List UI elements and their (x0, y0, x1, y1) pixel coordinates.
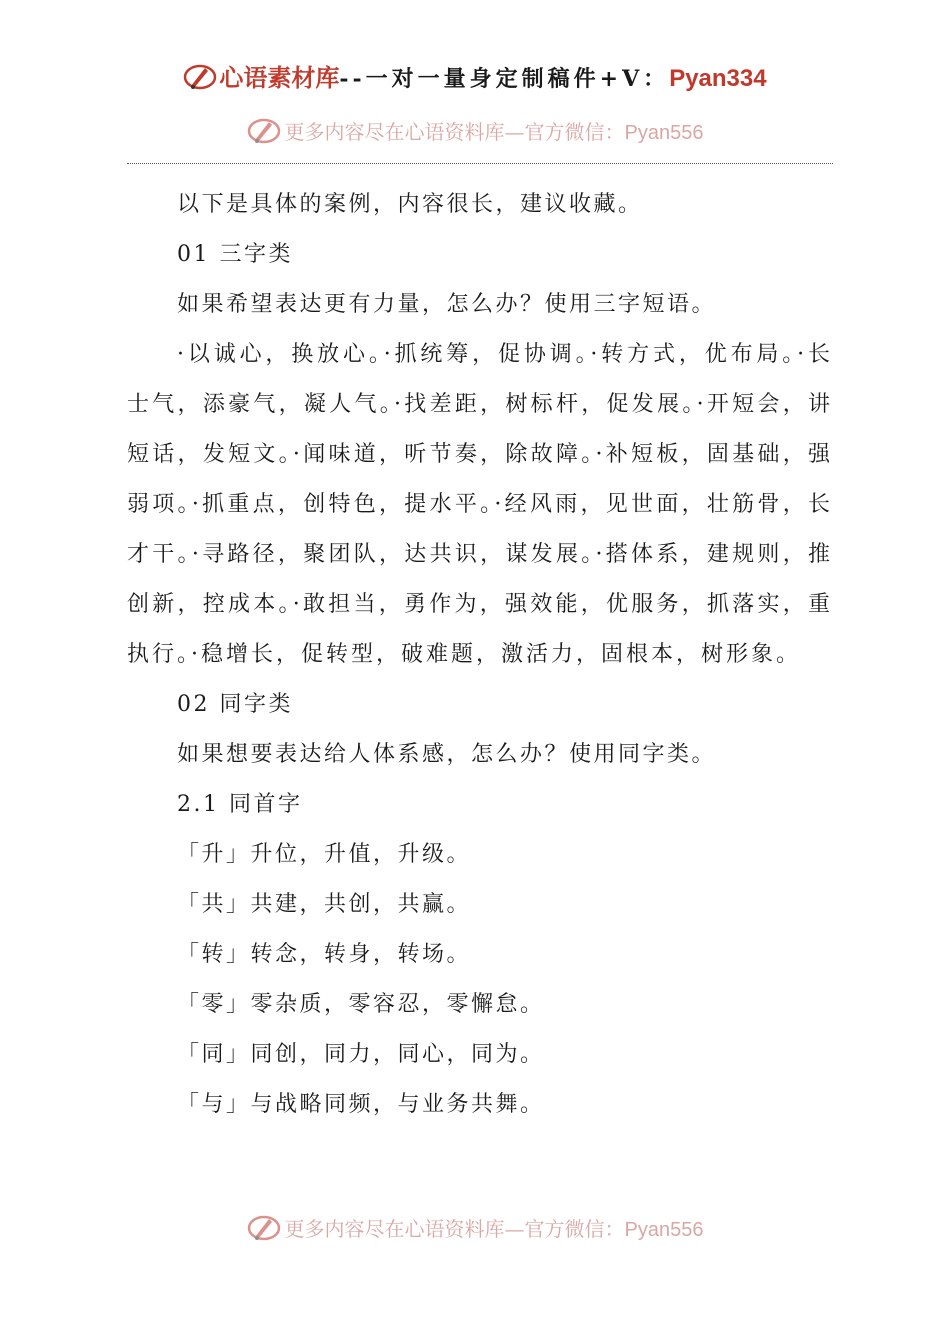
pen-logo-icon (247, 116, 281, 151)
list-item: 「共」共建，共创，共赢。 (177, 892, 472, 917)
watermark-wechat: Pyan556 (624, 1219, 704, 1241)
paragraph-01-intro: 如果希望表达更有力量，怎么办？使用三字短语。 (177, 292, 717, 317)
watermark-official: 官方微信： (524, 120, 625, 144)
pen-logo-icon (247, 1213, 281, 1248)
list-item: 「同」同创，同力，同心，同为。 (177, 1042, 545, 1067)
list-item: 「零」零杂质，零容忍，零懈怠。 (177, 992, 545, 1017)
paragraph-02-intro: 如果想要表达给人体系感，怎么办？使用同字类。 (177, 742, 717, 767)
header-brand: 心语素材库 (219, 63, 340, 92)
section-heading-01: 01 三字类 (177, 242, 293, 267)
page-header (0, 58, 950, 98)
watermark-bottom (0, 1213, 950, 1248)
header-separator: -- (339, 66, 366, 92)
document-body (127, 180, 833, 1130)
watermark-dash: — (504, 1217, 525, 1241)
header-contact: +V： (599, 66, 670, 92)
section-heading-02: 02 同字类 (177, 692, 293, 717)
watermark-wechat: Pyan556 (624, 122, 704, 144)
list-item: 「与」与战略同频，与业务共舞。 (177, 1092, 545, 1117)
pen-logo-icon (183, 62, 217, 98)
watermark-dash: — (504, 120, 525, 144)
list-item: 「转」转念，转身，转场。 (177, 942, 472, 967)
header-wechat: Pyan334 (669, 65, 767, 92)
subsection-heading-2-1: 2.1 同首字 (177, 792, 303, 817)
paragraph-three-char-list: ·以诚心，换放心。·抓统筹，促协调。·转方式，优布局。·长士气，添豪气，凝人气。·找差距，树标杆，促发展。·开短会，讲短话，发短文。·闻味道，听节奏，除故障。·补短板，固基础，强弱项。·抓重点，创特色，提水平。·经风雨，见世面，壮筋骨，长才干。·寻路径，聚团队，达共识，谋发展。·搭体系，建规则，推创新，控成本。·敢担当，勇作为，强效能，优服务，抓落实，重执行。·稳增长，促转型，破难题，激活力，固根本，树形象。 (127, 342, 833, 667)
header-slogan: 一对一量身定制稿件 (365, 66, 600, 92)
list-item: 「升」升位，升值，升级。 (177, 842, 472, 867)
paragraph-intro: 以下是具体的案例，内容很长，建议收藏。 (177, 192, 643, 217)
watermark-top (0, 116, 950, 151)
watermark-text: 更多内容尽在心语资料库 (284, 1217, 505, 1241)
watermark-text: 更多内容尽在心语资料库 (284, 120, 505, 144)
header-divider (127, 163, 833, 164)
watermark-official: 官方微信： (524, 1217, 625, 1241)
